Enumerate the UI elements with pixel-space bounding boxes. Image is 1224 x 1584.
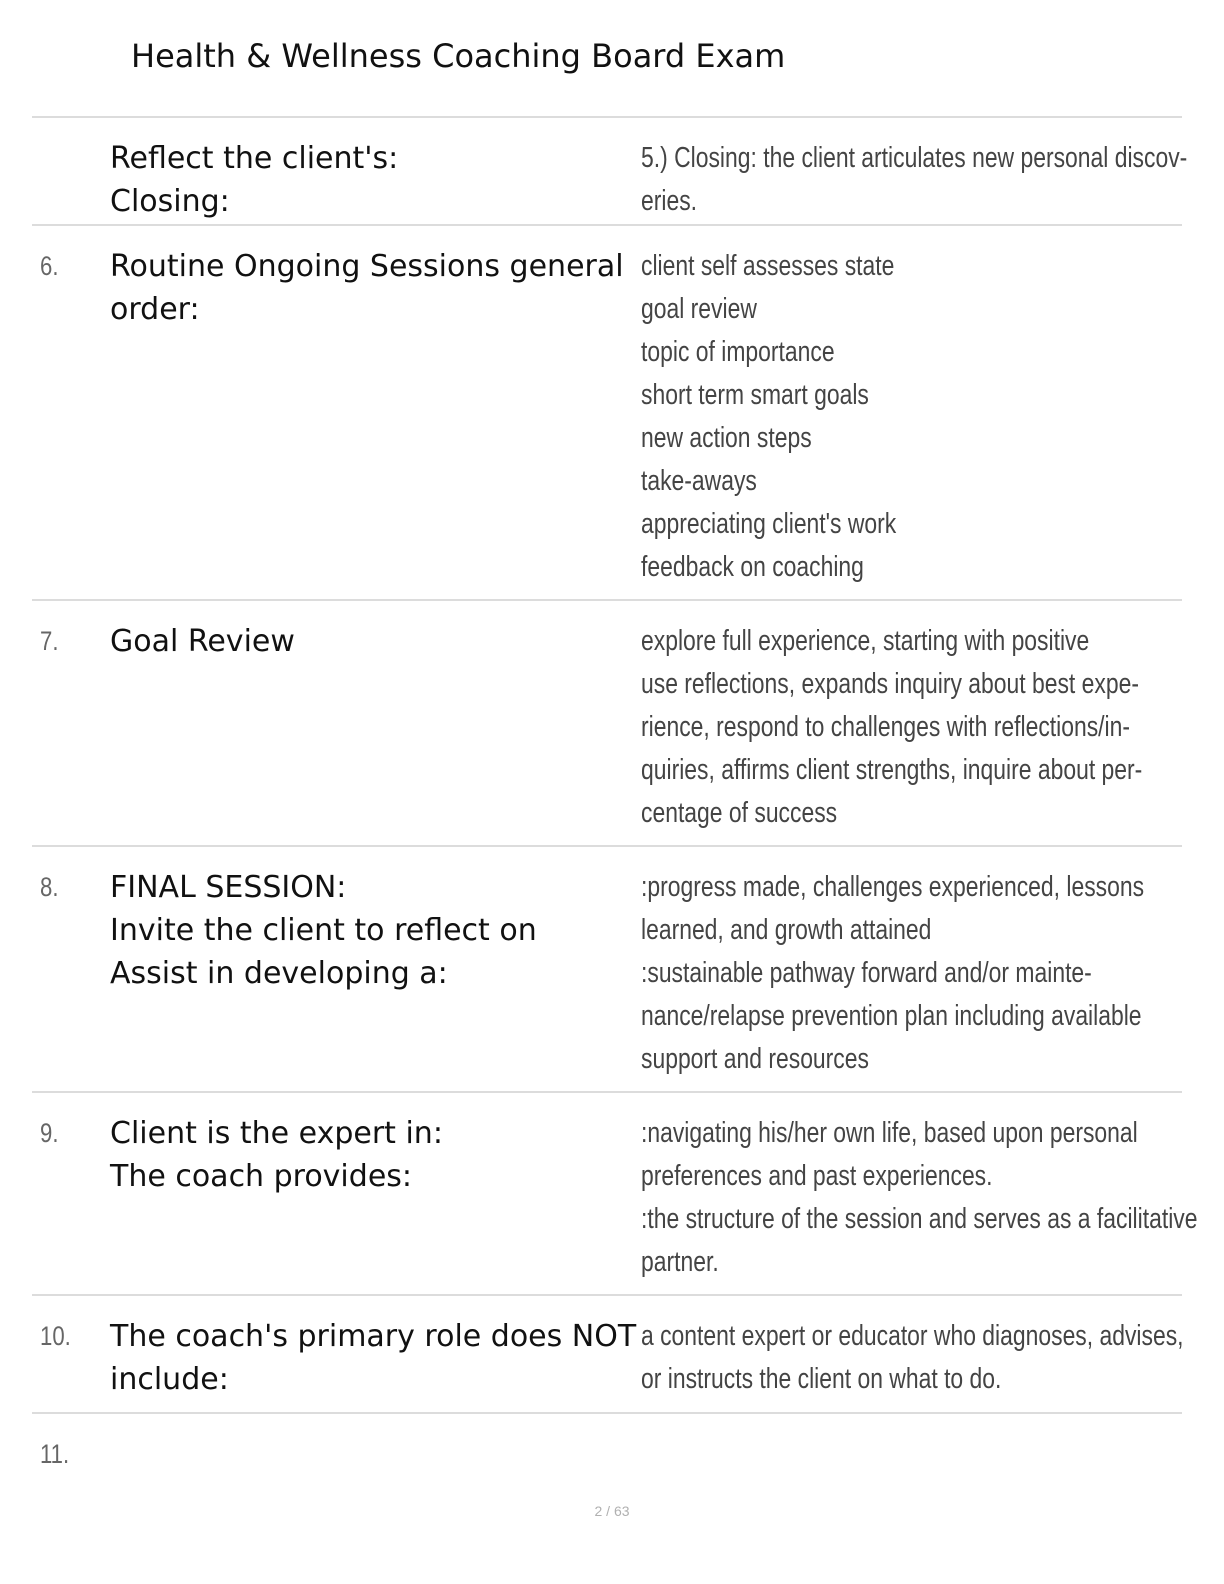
card-term [110, 1112, 640, 1198]
term-line: FINAL SESSION: [110, 870, 347, 905]
term-line: include: [110, 1362, 229, 1397]
page-number: 2 / 63 [594, 1503, 630, 1519]
definition-line: or instructs the client on what to do. [641, 1363, 1002, 1395]
definition-line: quiries, affirms client strengths, inquire about per- [641, 754, 1143, 786]
term-line: Assist in developing a: [110, 956, 448, 991]
card-definition [641, 1112, 1198, 1284]
definition-line: learned, and growth attained [641, 914, 932, 946]
definition-line: nance/relapse prevention plan including available [641, 1000, 1142, 1032]
term-line: Goal Review [110, 624, 295, 659]
card-number: 10. [40, 1321, 71, 1351]
definition-line: appreciating client's work [641, 508, 897, 540]
document-title: Health & Wellness Coaching Board Exam [131, 37, 786, 75]
card-definition [641, 137, 1188, 223]
card-term [110, 620, 640, 663]
definition-line: goal review [641, 293, 757, 325]
definition-line: use reflections, expands inquiry about best expe- [641, 668, 1139, 700]
term-line: Reflect the client's: [110, 141, 399, 176]
definition-line: :progress made, challenges experienced, lessons [641, 871, 1145, 903]
flashcard-row [32, 1412, 1182, 1504]
term-line: Closing: [110, 184, 230, 219]
definition-line: centage of success [641, 797, 838, 829]
card-number: 11. [40, 1439, 70, 1469]
card-term [110, 1315, 640, 1401]
term-line: order: [110, 292, 200, 327]
flashcard-list [32, 116, 1198, 1504]
definition-line: a content expert or educator who diagnoses, advises, [641, 1320, 1184, 1352]
definition-line: topic of importance [641, 336, 835, 368]
card-definition [641, 245, 1155, 589]
card-number: 8. [40, 872, 59, 902]
term-line: The coach's primary role does NOT [110, 1319, 637, 1354]
card-number: 9. [40, 1118, 59, 1148]
definition-line: short term smart goals [641, 379, 869, 411]
definition-line: eries. [641, 185, 698, 217]
definition-line: 5.) Closing: the client articulates new personal discov- [641, 142, 1188, 174]
card-number: 7. [40, 626, 59, 656]
definition-line: rience, respond to challenges with reflections/in- [641, 711, 1131, 743]
card-term [110, 245, 640, 331]
definition-line: partner. [641, 1246, 719, 1278]
term-line: The coach provides: [110, 1159, 413, 1194]
card-term [110, 137, 640, 223]
definition-line: :navigating his/her own life, based upon personal [641, 1117, 1138, 1149]
term-line: Invite the client to reflect on [110, 913, 537, 948]
term-line: Routine Ongoing Sessions general [110, 249, 624, 284]
flashcard-row [32, 1294, 1182, 1412]
card-definition [641, 620, 1155, 835]
definition-line: explore full experience, starting with positive [641, 625, 1090, 657]
card-definition [641, 866, 1155, 1081]
card-definition [641, 1315, 1184, 1401]
definition-line: new action steps [641, 422, 812, 454]
definition-line: :sustainable pathway forward and/or mainte- [641, 957, 1092, 989]
card-number: 6. [40, 251, 59, 281]
card-term [110, 866, 640, 995]
definition-line: feedback on coaching [641, 551, 864, 583]
flashcard-row [32, 845, 1182, 1091]
flashcard-row [32, 1091, 1198, 1294]
flashcard-row [32, 224, 1182, 599]
definition-line: :the structure of the session and serves as a facilitative [641, 1203, 1198, 1235]
flashcard-row [32, 116, 1188, 224]
flashcard-row [32, 599, 1182, 845]
definition-line: client self assesses state [641, 250, 895, 282]
term-line: Client is the expert in: [110, 1116, 443, 1151]
definition-line: preferences and past experiences. [641, 1160, 993, 1192]
definition-line: support and resources [641, 1043, 869, 1075]
definition-line: take-aways [641, 465, 757, 497]
